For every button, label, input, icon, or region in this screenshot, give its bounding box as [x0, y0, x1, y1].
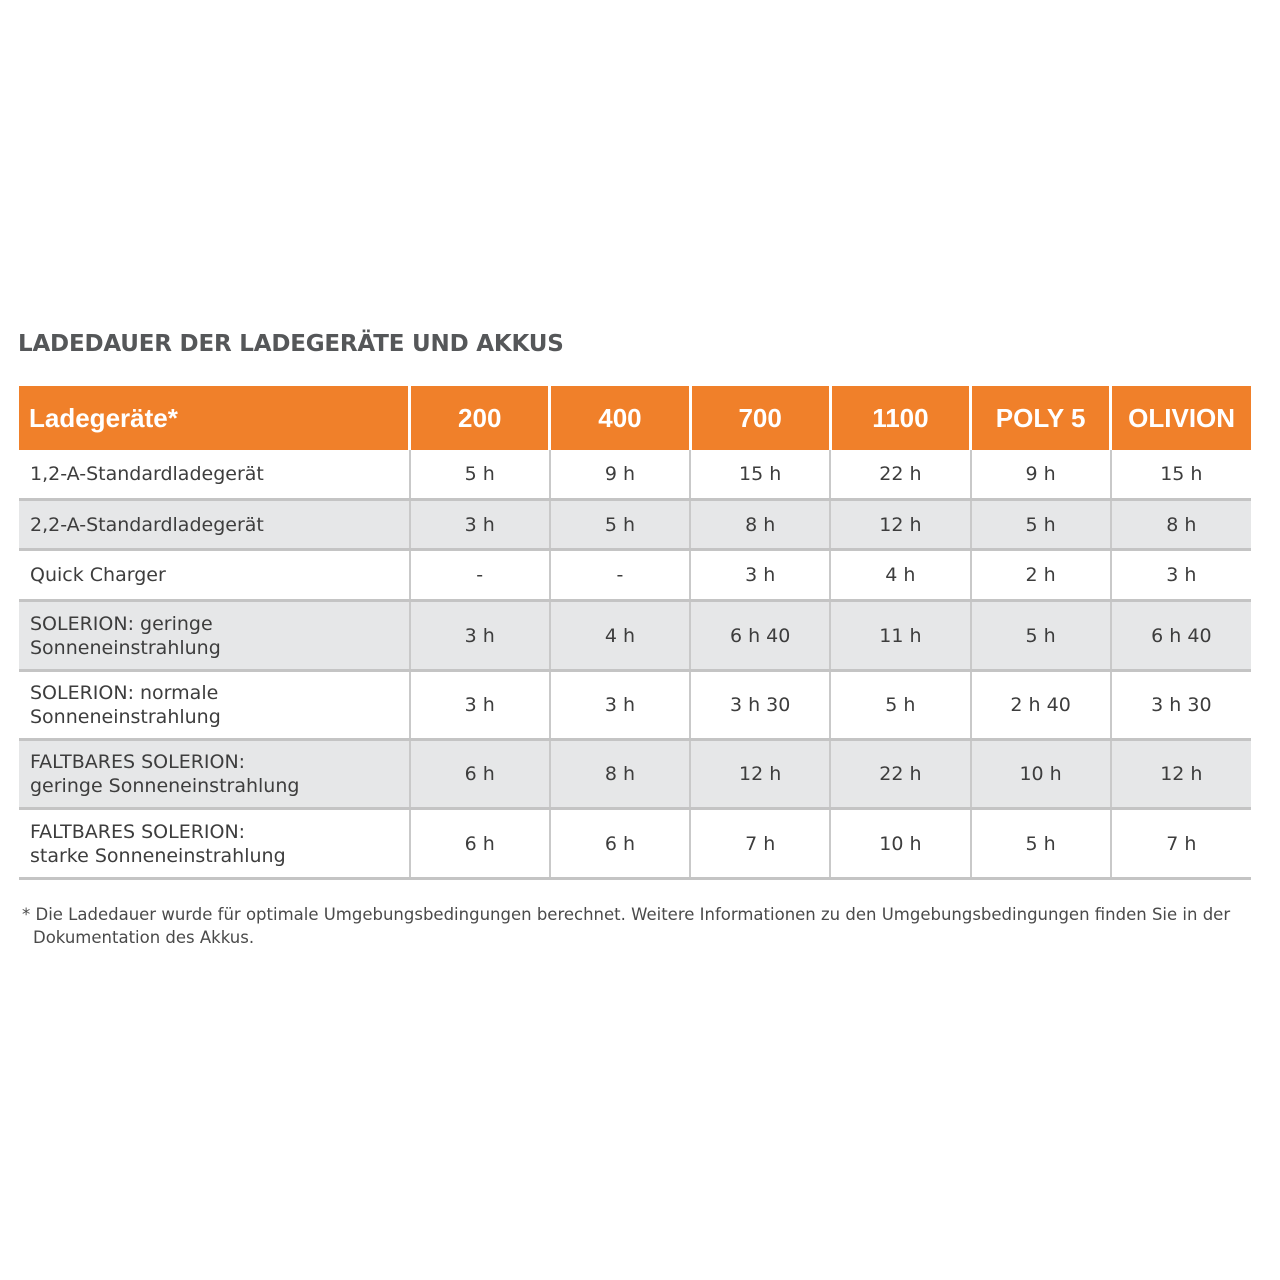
- header-chargers: Ladegeräte*: [19, 386, 410, 450]
- cell-poly5: 5 h: [971, 809, 1111, 879]
- cell-400: 6 h: [550, 809, 690, 879]
- cell-poly5: 9 h: [971, 450, 1111, 500]
- cell-400: 4 h: [550, 601, 690, 671]
- table-row: [19, 671, 1251, 740]
- cell-1100: 10 h: [830, 809, 970, 879]
- row-label-line: 1,2-A-Standardladegerät: [30, 463, 264, 485]
- cell-200: 3 h: [410, 601, 550, 671]
- cell-poly5: 5 h: [971, 601, 1111, 671]
- cell-1100: 22 h: [830, 450, 970, 500]
- cell-poly5: 10 h: [971, 740, 1111, 809]
- row-label: [19, 809, 410, 879]
- header-400: 400: [550, 386, 690, 450]
- cell-poly5: 5 h: [971, 500, 1111, 550]
- table-row: [19, 740, 1251, 809]
- cell-400: 3 h: [550, 671, 690, 740]
- row-label-line: Quick Charger: [30, 564, 166, 586]
- cell-200: 6 h: [410, 809, 550, 879]
- cell-200: 5 h: [410, 450, 550, 500]
- cell-1100: 11 h: [830, 601, 970, 671]
- cell-700: 3 h: [690, 550, 830, 601]
- table-row: [19, 601, 1251, 671]
- cell-700: 15 h: [690, 450, 830, 500]
- cell-poly5: 2 h 40: [971, 671, 1111, 740]
- cell-200: 3 h: [410, 671, 550, 740]
- cell-200: -: [410, 550, 550, 601]
- cell-1100: 22 h: [830, 740, 970, 809]
- table-row: [19, 809, 1251, 879]
- cell-700: 7 h: [690, 809, 830, 879]
- footnote: * Die Ladedauer wurde für optimale Umgebungsbedingungen berechnet. Weitere Informationen zu den Umgebungsbedingungen finden Sie in der Dokumentation des Akkus.: [22, 905, 1231, 947]
- cell-1100: 4 h: [830, 550, 970, 601]
- row-label: [19, 601, 410, 671]
- cell-1100: 12 h: [830, 500, 970, 550]
- cell-olivion: 12 h: [1111, 740, 1251, 809]
- row-label-line: SOLERION: geringe: [30, 612, 213, 635]
- header-poly5: POLY 5: [971, 386, 1111, 450]
- cell-400: 5 h: [550, 500, 690, 550]
- header-700: 700: [690, 386, 830, 450]
- cell-200: 6 h: [410, 740, 550, 809]
- table-header-row: [19, 386, 1251, 450]
- charging-time-table: [19, 386, 1251, 880]
- cell-400: -: [550, 550, 690, 601]
- page-title: LADEDAUER DER LADEGERÄTE UND AKKUS: [18, 331, 564, 357]
- cell-olivion: 8 h: [1111, 500, 1251, 550]
- cell-700: 12 h: [690, 740, 830, 809]
- cell-400: 9 h: [550, 450, 690, 500]
- row-label-line: FALTBARES SOLERION:: [30, 820, 246, 843]
- cell-700: 6 h 40: [690, 601, 830, 671]
- row-label-line: Sonneneinstrahlung: [30, 636, 221, 659]
- row-label-line: Sonneneinstrahlung: [30, 706, 221, 728]
- row-label-line: starke Sonneneinstrahlung: [30, 844, 286, 867]
- cell-olivion: 3 h 30: [1111, 671, 1251, 740]
- row-label-line: 2,2-A-Standardladegerät: [30, 513, 264, 536]
- row-label: [19, 450, 410, 500]
- cell-poly5: 2 h: [971, 550, 1111, 601]
- table-row: [19, 550, 1251, 601]
- cell-200: 3 h: [410, 500, 550, 550]
- table-row: [19, 500, 1251, 550]
- cell-olivion: 3 h: [1111, 550, 1251, 601]
- cell-olivion: 15 h: [1111, 450, 1251, 500]
- row-label-line: SOLERION: normale: [30, 682, 219, 704]
- row-label: [19, 740, 410, 809]
- row-label-line: geringe Sonneneinstrahlung: [30, 775, 300, 797]
- header-1100: 1100: [830, 386, 970, 450]
- table-row: [19, 450, 1251, 500]
- header-olivion: OLIVION: [1111, 386, 1251, 450]
- cell-700: 3 h 30: [690, 671, 830, 740]
- row-label: [19, 671, 410, 740]
- cell-400: 8 h: [550, 740, 690, 809]
- row-label: [19, 500, 410, 550]
- cell-olivion: 6 h 40: [1111, 601, 1251, 671]
- header-200: 200: [410, 386, 550, 450]
- cell-olivion: 7 h: [1111, 809, 1251, 879]
- cell-1100: 5 h: [830, 671, 970, 740]
- cell-700: 8 h: [690, 500, 830, 550]
- row-label-line: FALTBARES SOLERION:: [30, 751, 246, 773]
- row-label: [19, 550, 410, 601]
